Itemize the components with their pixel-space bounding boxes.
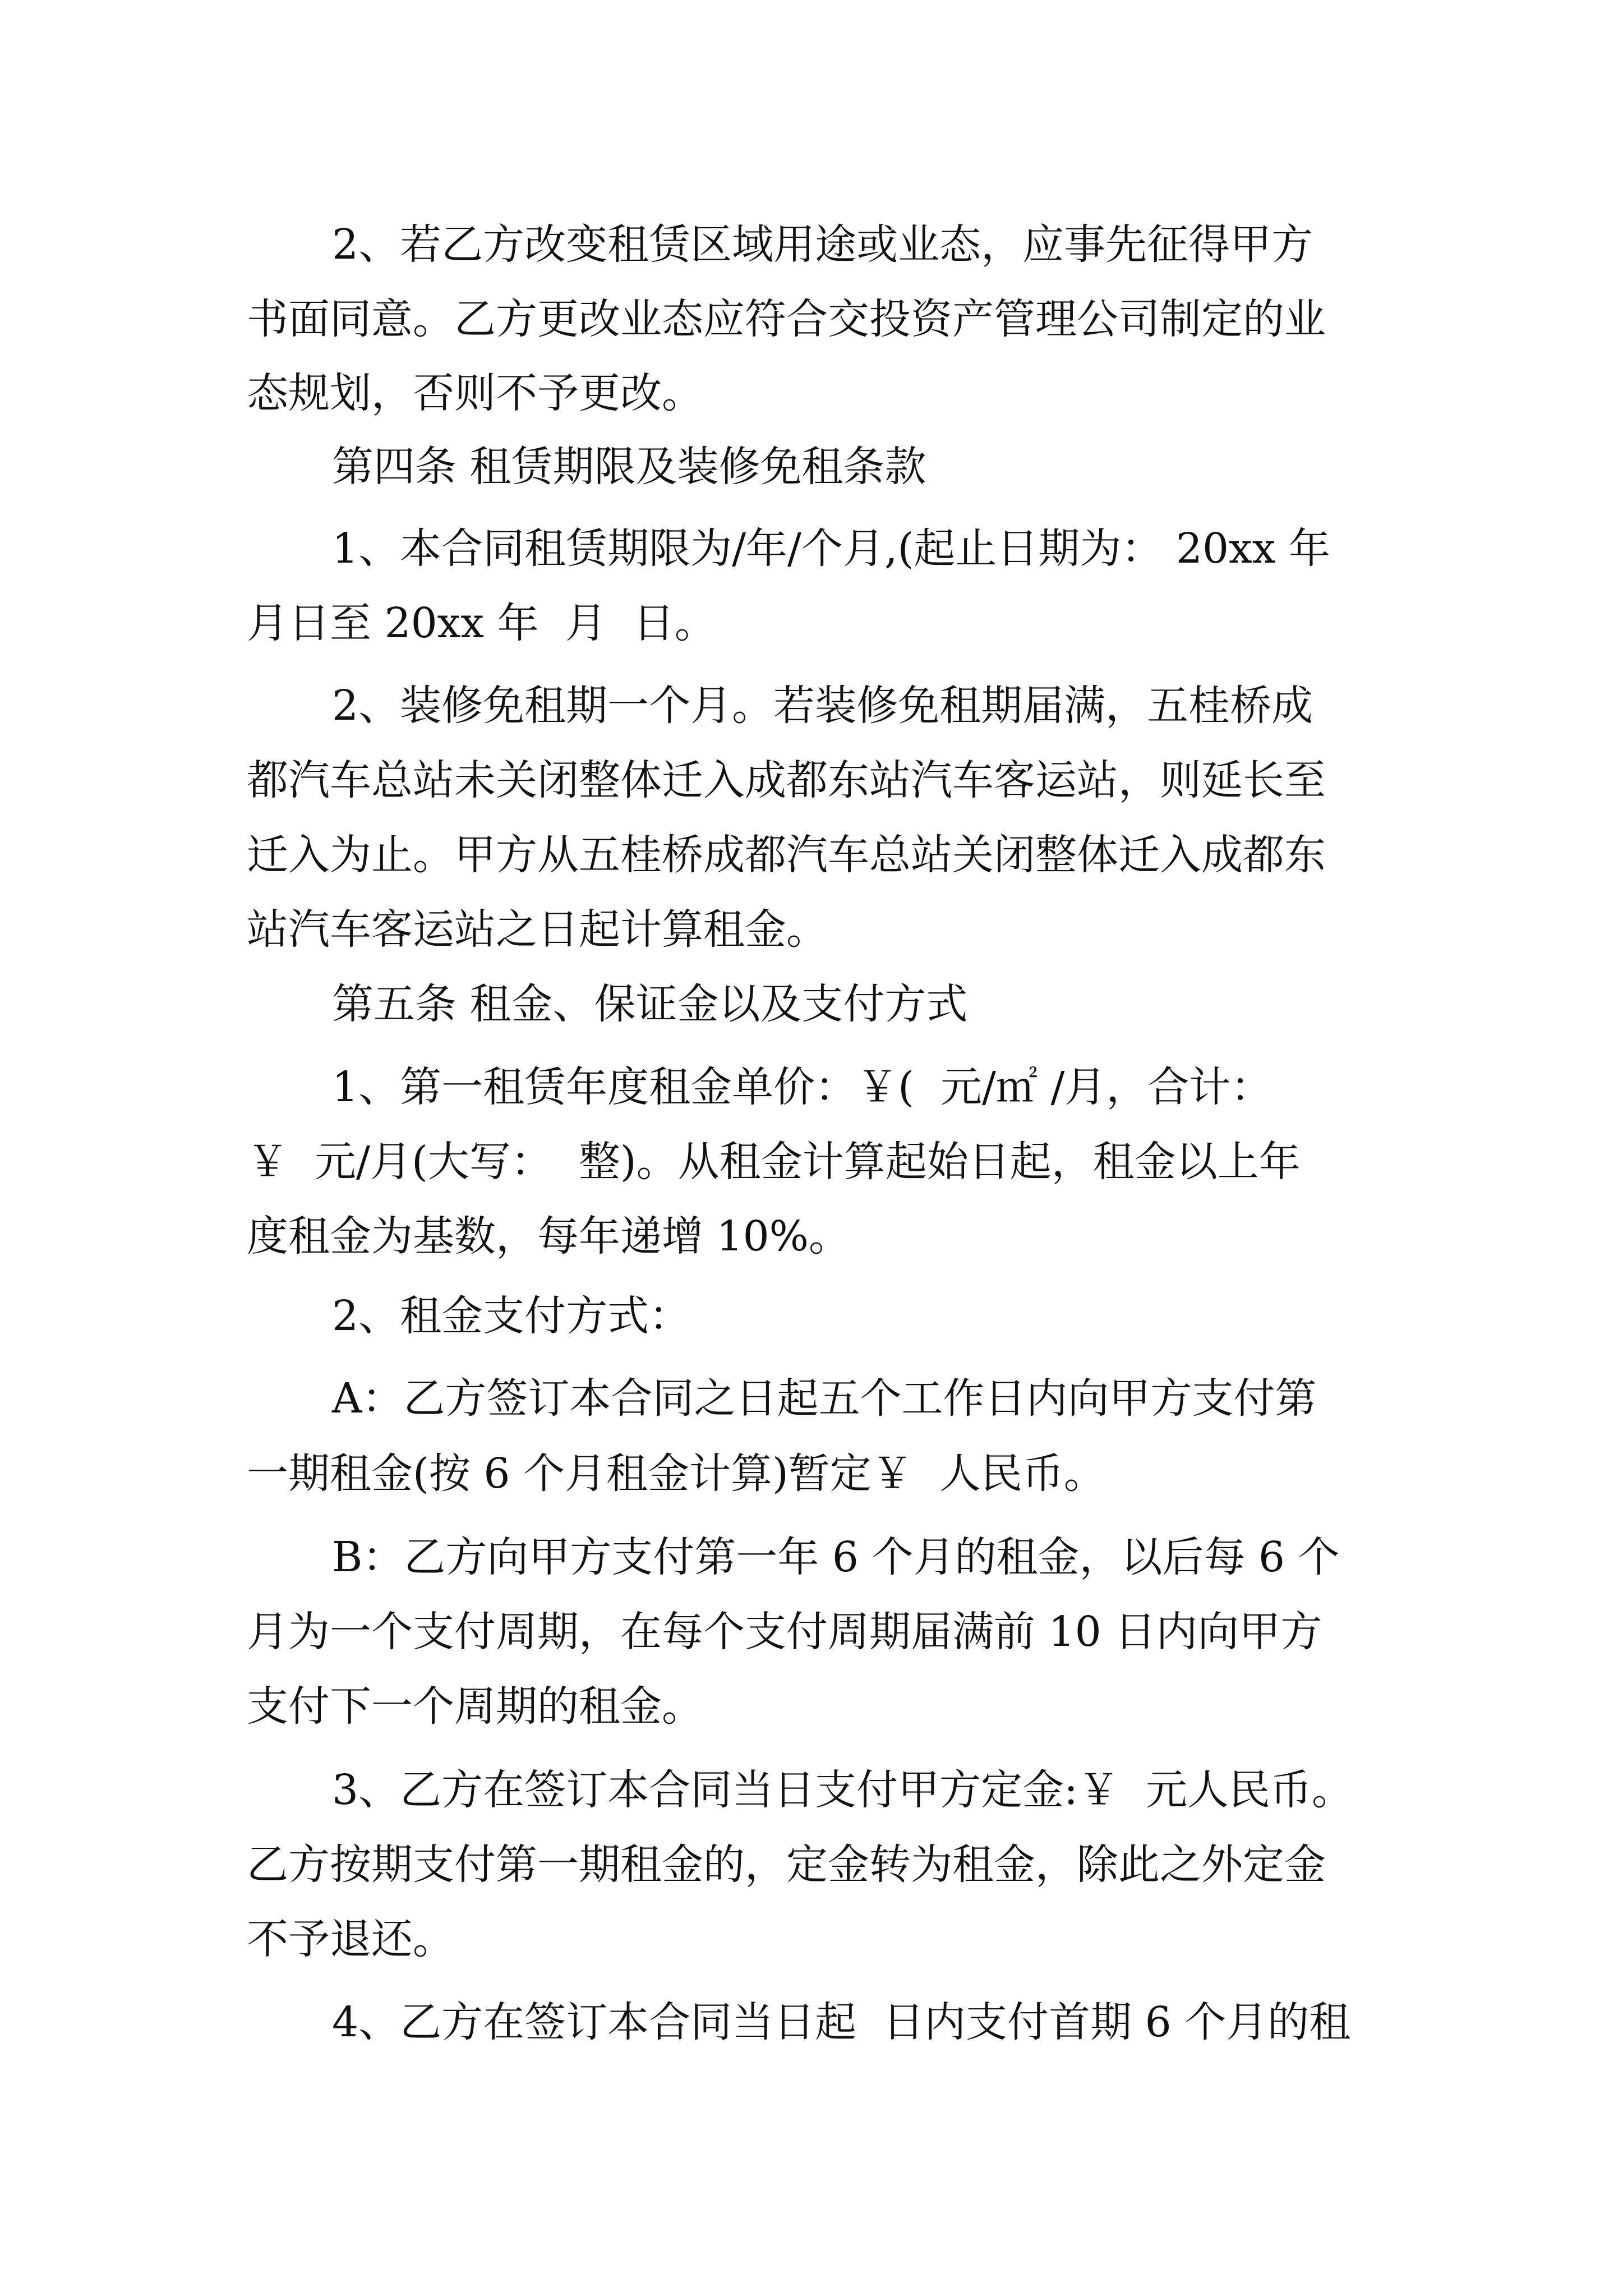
text-line: 支付下一个周期的租金。 <box>247 1682 703 1731</box>
text-line: 月日至 20xx 年 月 日。 <box>247 599 716 647</box>
text-line: 态规划，否则不予更改。 <box>247 369 703 417</box>
text-line: 2、装修免租期一个月。若装修免租期届满，五桂桥成 <box>332 682 1313 730</box>
text-line: 2、租金支付方式： <box>332 1292 691 1340</box>
text-line: 4、乙方在签订本合同当日起 日内支付首期 6 个月的租 <box>332 1998 1351 2046</box>
text-line: 都汽车总站未关闭整体迁入成都东站汽车客运站，则延长至 <box>247 756 1326 804</box>
text-line: 迁入为止。甲方从五桂桥成都汽车总站关闭整体迁入成都东 <box>247 831 1326 879</box>
section-heading: 第四条 租赁期限及装修免租条款 <box>332 443 926 491</box>
text-line: 月为一个支付周期，在每个支付周期届满前 10 日内向甲方 <box>247 1608 1322 1656</box>
text-line: 一期租金(按 6 个月租金计算)暂定￥ 人民币。 <box>247 1450 1105 1498</box>
text-line: 乙方按期支付第一期租金的，定金转为租金，除此之外定金 <box>247 1841 1326 1889</box>
text-line: 3、乙方在签订本合同当日支付甲方定金:￥ 元人民币。 <box>332 1766 1354 1814</box>
text-line: 度租金为基数，每年递增 10%。 <box>247 1212 850 1260</box>
text-line: ￥ 元/月(大写： 整)。从租金计算起始日起，租金以上年 <box>247 1138 1301 1186</box>
text-line: 书面同意。乙方更改业态应符合交投资产管理公司制定的业 <box>247 295 1326 343</box>
text-line: 2、若乙方改变租赁区域用途或业态，应事先征得甲方 <box>332 220 1313 269</box>
text-line: 站汽车客运站之日起计算租金。 <box>247 905 828 954</box>
section-heading: 第五条 租金、保证金以及支付方式 <box>332 980 968 1028</box>
text-line: 1、第一租赁年度租金单价：￥( 元/㎡ /月，合计： <box>332 1063 1272 1111</box>
text-line: B：乙方向甲方支付第一年 6 个月的租金，以后每 6 个 <box>332 1533 1340 1581</box>
text-line: A：乙方签订本合同之日起五个工作日内向甲方支付第 <box>332 1374 1317 1423</box>
text-line: 不予退还。 <box>247 1915 454 1963</box>
text-line: 1、本合同租赁期限为/年/个月,(起止日期为： 20xx 年 <box>332 524 1331 573</box>
